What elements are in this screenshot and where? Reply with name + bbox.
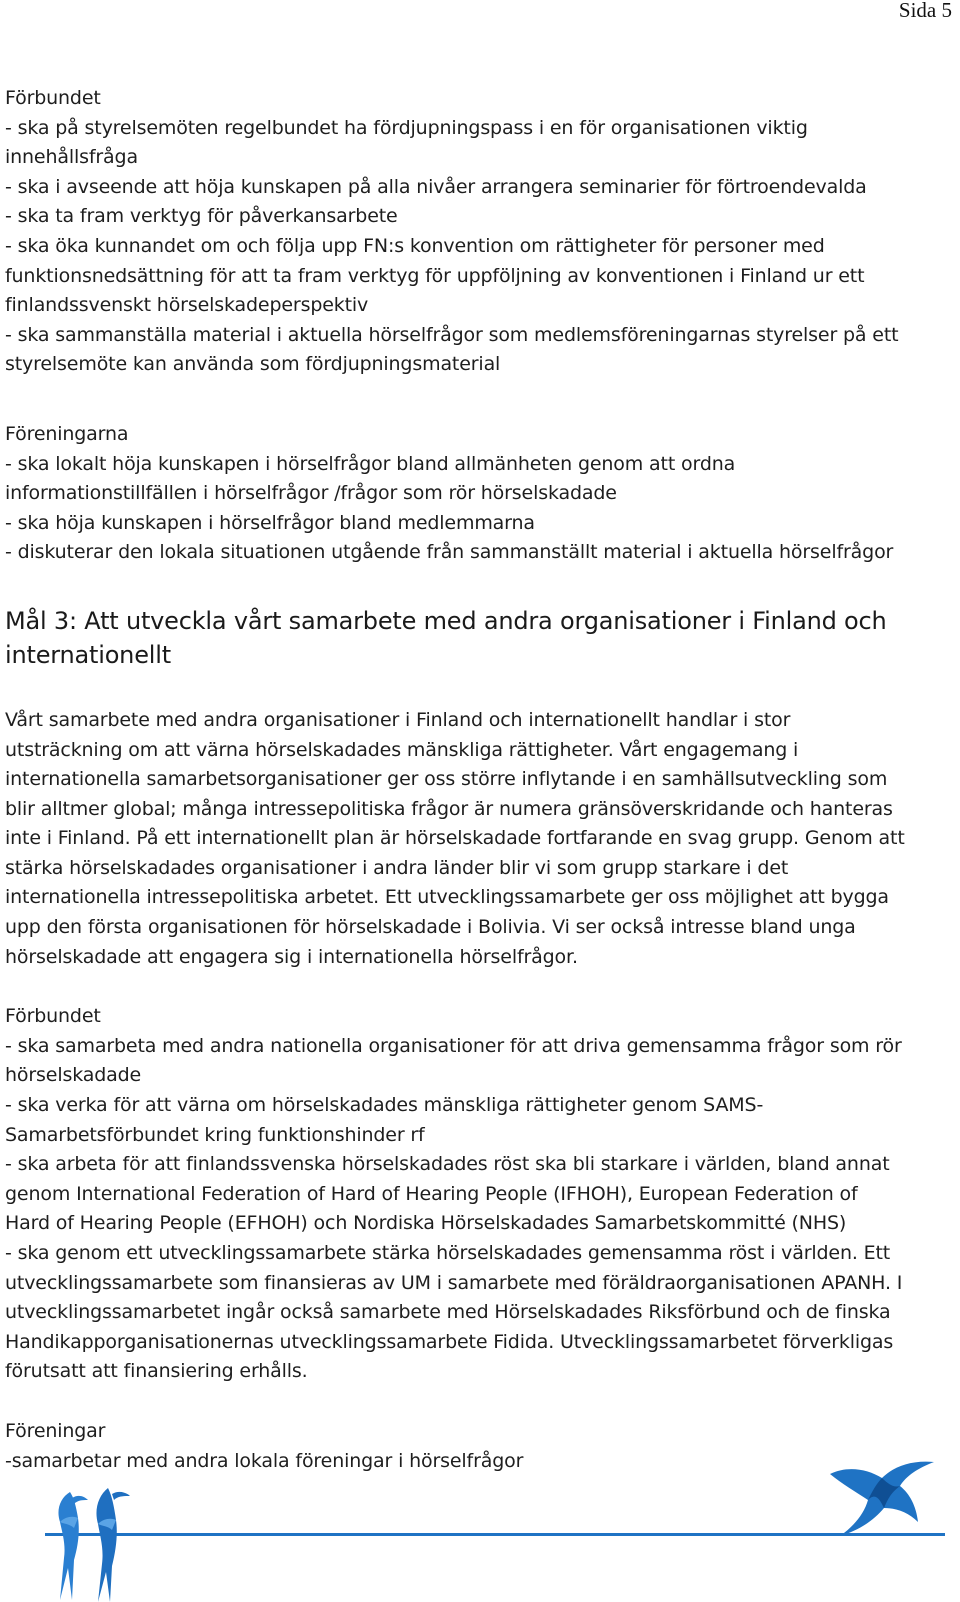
goal-heading — [5, 604, 950, 672]
text-line: - diskuterar den lokala situationen utgående från sammanställt material i aktuella hörselfrågor — [5, 541, 894, 564]
heading-line: internationellt — [5, 640, 171, 669]
text-line: innehållsfråga — [5, 146, 138, 169]
footer-rule — [45, 1533, 945, 1537]
text-line: förutsatt att finansiering erhålls. — [5, 1360, 308, 1383]
text-line: - ska på styrelsemöten regelbundet ha fördjupningspass i en för organisationen viktig — [5, 116, 808, 139]
section-text — [5, 1032, 950, 1387]
text-line: internationella intressepolitiska arbetet. Ett utvecklingssamarbete ger oss möjlighet att bygga — [5, 886, 889, 909]
section-title: Förbundet — [5, 1005, 101, 1028]
swallow-icon — [826, 1460, 938, 1538]
text-line: Samarbetsförbundet kring funktionshinder rf — [5, 1123, 425, 1146]
text-line: - ska arbeta för att finlandssvenska hörselskadades röst ska bli starkare i världen, bland annat — [5, 1153, 890, 1176]
heading-line: Mål 3: Att utveckla vårt samarbete med andra organisationer i Finland och — [5, 606, 887, 635]
text-line: Vårt samarbete med andra organisationer i Finland och internationellt handlar i stor — [5, 708, 791, 731]
section-forbundet-1 — [5, 84, 950, 380]
section-forbundet-2 — [5, 1002, 950, 1387]
text-line: - ska ta fram verktyg för påverkansarbete — [5, 205, 398, 228]
text-line: - ska i avseende att höja kunskapen på alla nivåer arrangera seminarier för förtroendevalda — [5, 175, 867, 198]
section-title: Föreningarna — [5, 422, 129, 445]
text-line: - ska höja kunskapen i hörselfrågor bland medlemmarna — [5, 511, 535, 534]
text-line: genom International Federation of Hard of Hearing People (IFHOH), European Federation of — [5, 1182, 858, 1205]
text-line: -samarbetar med andra lokala föreningar i hörselfrågor — [5, 1449, 524, 1472]
two-swallows-icon — [52, 1488, 142, 1602]
section-title: Förbundet — [5, 87, 101, 109]
section-foreningarna — [5, 420, 950, 568]
text-line: - ska genom ett utvecklingssamarbete stärka hörselskadades gemensamma röst i världen. Ett — [5, 1242, 891, 1264]
text-line: utvecklingssamarbetet ingår också samarbete med Hörselskadades Riksförbund och de finska — [5, 1301, 891, 1324]
section-foreningar — [5, 1417, 950, 1476]
text-line: inte i Finland. På ett internationellt plan är hörselskadade fortfarande en svag grupp. Genom att — [5, 827, 905, 850]
text-line: funktionsnedsättning för att ta fram verktyg för uppföljning av konventionen i Finland ur ett — [5, 264, 865, 287]
text-line: styrelsemöte kan använda som fördjupningsmaterial — [5, 353, 501, 376]
text-line: hörselskadade att engagera sig i internationella hörselfrågor. — [5, 945, 578, 968]
section-text — [5, 114, 950, 380]
section-text — [5, 450, 950, 568]
text-line: utvecklingssamarbete som finansieras av UM i samarbete med föräldraorganisationen APANH. I — [5, 1271, 903, 1294]
text-line: stärka hörselskadades organisationer i andra länder blir vi som grupp starkare i det — [5, 856, 789, 879]
text-line: - ska sammanställa material i aktuella hörselfrågor som medlemsföreningarnas styrelser på ett — [5, 323, 899, 346]
text-line: Hard of Hearing People (EFHOH) och Nordiska Hörselskadades Samarbetskommitté (NHS) — [5, 1212, 847, 1235]
goal-paragraph — [5, 706, 950, 972]
text-line: blir alltmer global; många intressepolitiska frågor är numera gränsöverskridande och hanteras — [5, 797, 893, 820]
text-line: - ska öka kunnandet om och följa upp FN:s konvention om rättigheter för personer med — [5, 234, 825, 257]
page-number: Sida 5 — [898, 0, 952, 22]
text-line: - ska verka för att värna om hörselskadades mänskliga rättigheter genom SAMS- — [5, 1094, 764, 1117]
text-line: internationella samarbetsorganisationer ger oss större inflytande i en samhällsutveckling som — [5, 768, 888, 791]
text-line: hörselskadade — [5, 1064, 142, 1087]
text-line: - ska samarbeta med andra nationella organisationer för att driva gemensamma frågor som rör — [5, 1034, 902, 1057]
text-line: Handikapporganisationernas utvecklingssamarbete Fidida. Utvecklingssamarbetet förverkligas — [5, 1330, 894, 1353]
section-text — [5, 1447, 950, 1477]
section-goal-3 — [5, 604, 950, 972]
text-line: - ska lokalt höja kunskapen i hörselfrågor bland allmänheten genom att ordna — [5, 452, 736, 475]
section-title: Föreningar — [5, 1419, 106, 1442]
text-line: upp den första organisationen för hörselskadade i Bolivia. Vi ser också intresse bland unga — [5, 916, 856, 939]
text-line: informationstillfällen i hörselfrågor /frågor som rör hörselskadade — [5, 482, 617, 505]
text-line: utsträckning om att värna hörselskadades mänskliga rättigheter. Vårt engagemang i — [5, 738, 799, 761]
text-line: finlandssvenskt hörselskadeperspektiv — [5, 294, 369, 317]
document-body — [5, 84, 950, 1476]
